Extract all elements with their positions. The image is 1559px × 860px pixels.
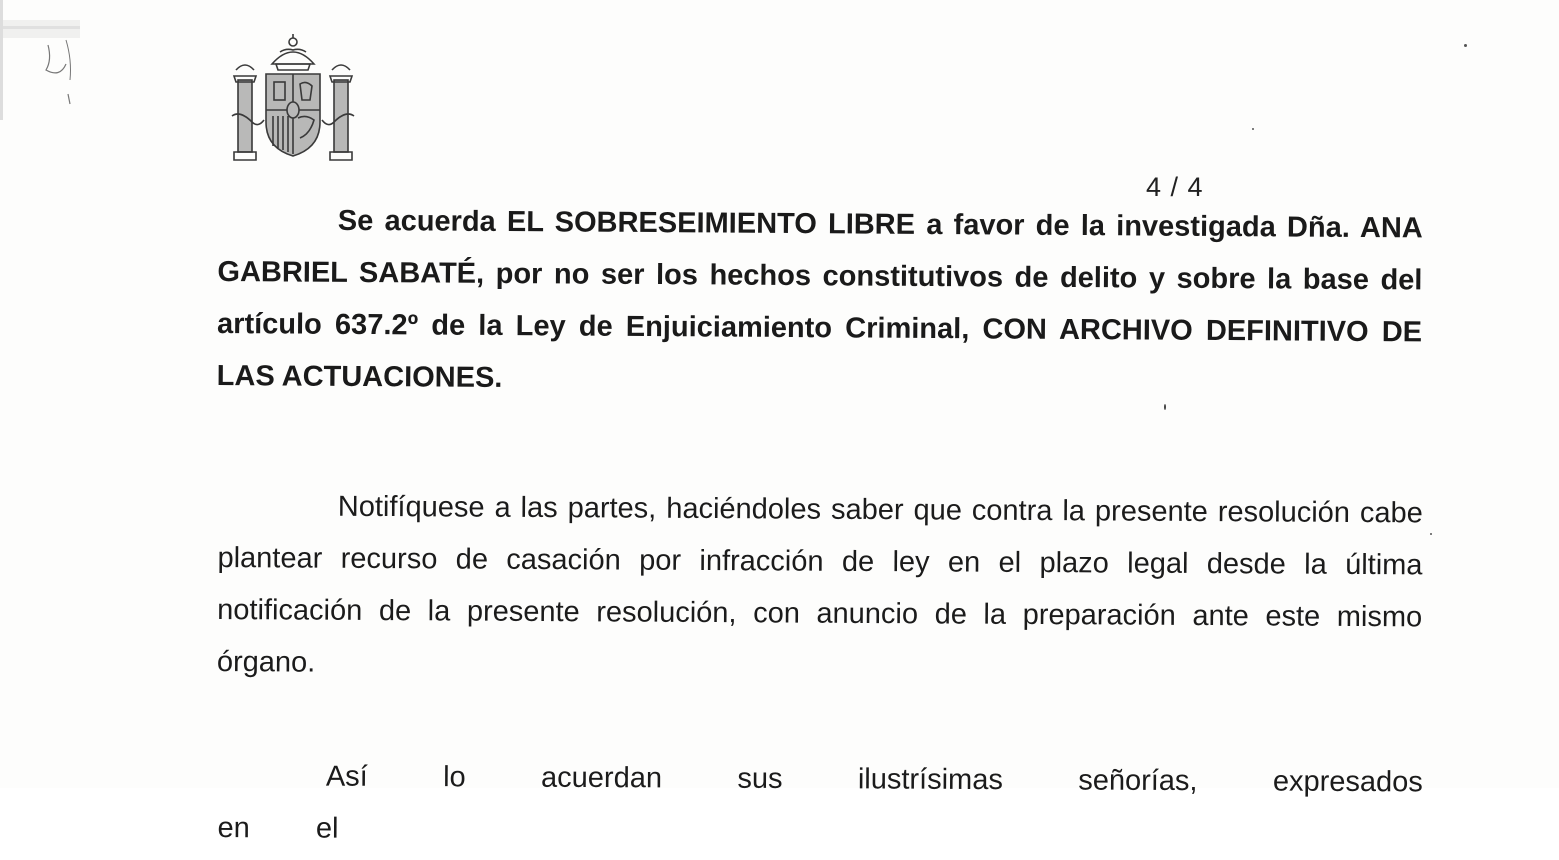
scan-speck <box>1464 44 1467 47</box>
resolution-text: Se acuerda EL SOBRESEIMIENTO LIBRE a favor de la investigada Dña. ANA GABRIEL SABATÉ, por no ser los hechos constitutivos de delito y sobre la base del artículo 637.2º de la Ley de Enjuiciamiento Criminal, CON ARCHIVO DEFINITIVO DE LAS ACTUACIONES. <box>216 204 1423 394</box>
closing-paragraph <box>217 750 1423 860</box>
notification-paragraph <box>217 480 1423 695</box>
notification-text: Notifíquese a las partes, haciéndoles saber que contra la presente resolución cabe plantear recurso de casación por infracción de ley en el plazo legal desde la última notificación de la presente resolución, con anuncio de la preparación ante este mismo órgano. <box>216 490 1423 679</box>
scan-speck <box>1164 404 1166 410</box>
paragraph-indent <box>218 229 338 230</box>
page-number: 4 / 4 <box>1146 172 1204 202</box>
scan-speck <box>1430 533 1432 535</box>
spanish-coat-of-arms-icon <box>228 30 358 168</box>
resolution-paragraph <box>217 194 1423 410</box>
paragraph-indent <box>218 515 338 516</box>
closing-text: Así lo acuerdan sus ilustrísimas señorías, expresados en el <box>217 760 1423 845</box>
scan-speck <box>1252 128 1254 130</box>
paragraph-indent <box>218 785 326 786</box>
scan-artifact <box>0 0 90 120</box>
